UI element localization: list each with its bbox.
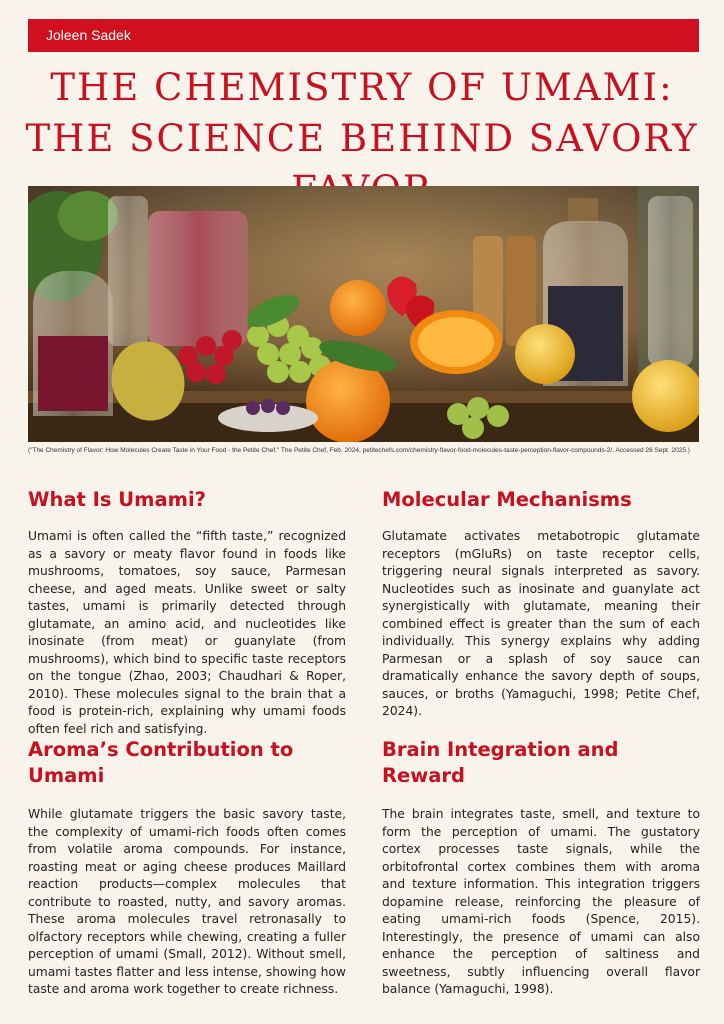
section-heading-brain-integration: Brain Integration and Reward (382, 738, 619, 787)
section-body-brain-integration: The brain integrates taste, smell, and texture to form the perception of umami. The gustatory cortex processes taste signals, while the orbitofrontal cortex combines them with aroma and texture information. This integration triggers dopamine release, reinforcing the pleasure of eating umami-rich foods (Spence, 2015). Interestingly, the presence of umami can also enhance the perception of saltiness and sweetness, subtly influencing overall flavor balance (Yamaguchi, 1998). (382, 807, 700, 996)
section-body-what-is-umami: Umami is often called the “fifth taste,” recognized as a savory or meaty flavor found in foods like mushrooms, tomatoes, soy sauce, Parmesan cheese, and aged meats. Unlike sweet or salty tastes, umami is primarily detected through glutamate, an amino acid, and nucleotides like inosinate (from meat) or guanylate (from mushrooms), which bind to specific taste receptors on the tongue (Zhao, 2003; Chaudhari & Roper, 2010). These molecules signal to the brain that a food is protein-rich, explaining why umami foods often feel rich and satisfying. (28, 529, 346, 736)
image-caption: ("The Chemistry of Flavor: How Molecules Create Taste in Your Food - the Petite Chef." The Petite Chef, Feb. 2024, petitechefs.com/chemistry-flavor-food-molecules-taste-perception-flavor-compounds-2/. Accessed 26 Sept. 2025.) (28, 447, 690, 454)
section-heading-molecular-mechanisms: Molecular Mechanisms (382, 488, 632, 511)
hero-image-illustration (28, 186, 699, 442)
page-title: THE CHEMISTRY OF UMAMI: THE SCIENCE BEHIND SAVORY (25, 66, 699, 160)
hero-image (28, 186, 699, 442)
section-body-aroma: While glutamate triggers the basic savory taste, the complexity of umami-rich foods often comes from volatile aroma compounds. For instance, roasting meat or aging cheese produces Maillard reaction products—complex molecules that contribute to roasted, nutty, and savory aromas. These aroma molecules travel retronasally to olfactory receptors while chewing, creating a fuller perception of umami (Small, 2012). Without smell, umami tastes flatter and less intense, showing how taste and aroma work together to create richness. (28, 807, 346, 996)
section-body-molecular-mechanisms: Glutamate activates metabotropic glutamate receptors (mGluRs) on taste receptor cells, triggering neural signals interpreted as savory. Nucleotides such as inosinate and guanylate act synergistically with glutamate, meaning their combined effect is greater than the sum of each individually. This synergy explains why adding Parmesan or a splash of soy sauce can dramatically enhance the savory depth of soups, sauces, or broths (Yamaguchi, 1998; Petite Chef, 2024). (382, 529, 700, 718)
author-banner (28, 19, 699, 52)
section-heading-what-is-umami: What Is Umami? (28, 488, 206, 511)
section-heading-aroma: Aroma’s Contribution to Umami (28, 738, 294, 787)
author-name: Joleen Sadek (46, 27, 131, 43)
